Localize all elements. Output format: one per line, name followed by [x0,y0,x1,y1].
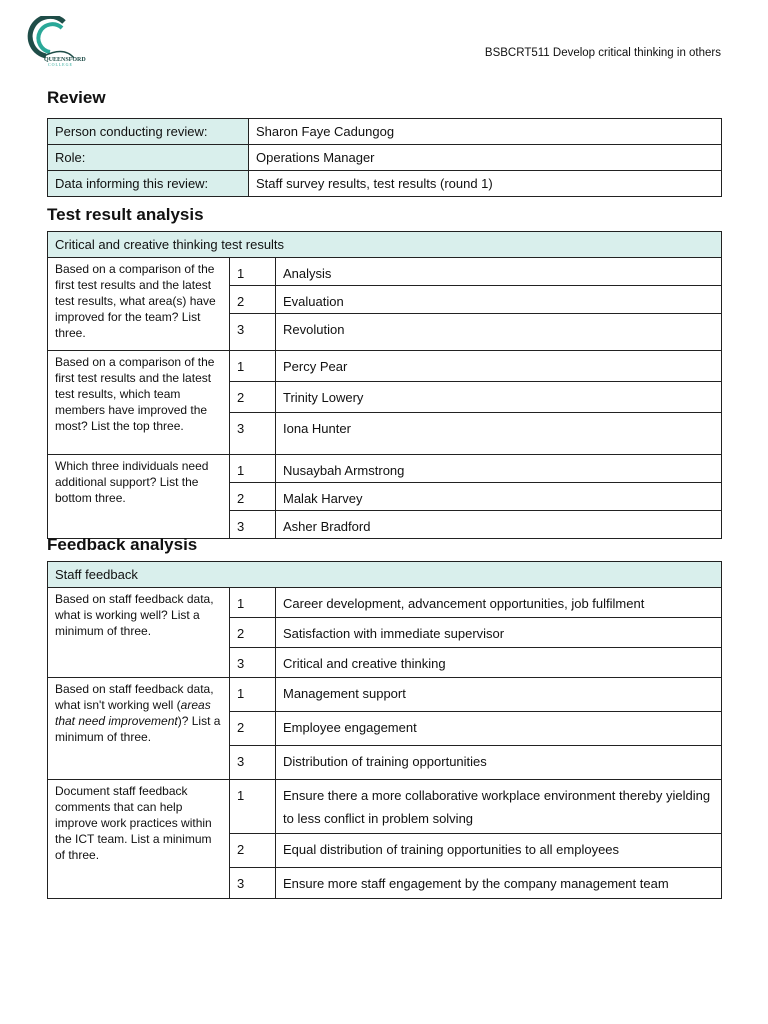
review-heading: Review [47,88,106,107]
svg-text:QUEENSFORD: QUEENSFORD [44,57,86,63]
answer-text: Trinity Lowery [276,382,722,413]
answer-number: 1 [230,258,276,286]
feedback-table [47,561,722,899]
answer-text: Analysis [276,258,722,286]
question-cell: Based on a comparison of the first test results and the latest test results, which team members have improved the most? List the top three. [48,351,230,455]
answer-number: 3 [230,868,276,899]
answer-number: 2 [230,834,276,868]
answer-text: Iona Hunter [276,413,722,455]
question-part: Based on staff feedback data, what isn't working well ( [55,682,214,712]
review-value: Sharon Faye Cadungog [249,119,722,145]
answer-number: 3 [230,314,276,351]
question-cell: Which three individuals need additional support? List the bottom three. [48,455,230,539]
answer-number: 2 [230,286,276,314]
table-title: Critical and creative thinking test results [48,232,722,258]
review-label: Person conducting review: [48,119,249,145]
review-row [48,171,722,197]
answer-number: 2 [230,483,276,511]
review-row [48,119,722,145]
answer-number: 3 [230,648,276,678]
question-cell: Document staff feedback comments that can help improve work practices within the ICT team. List a minimum of three. [48,780,230,899]
answer-text: Career development, advancement opportunities, job fulfilment [276,588,722,618]
answer-row [48,678,722,712]
answer-text: Nusaybah Armstrong [276,455,722,483]
question-cell: Based on staff feedback data, what is working well? List a minimum of three. [48,588,230,678]
answer-text: Evaluation [276,286,722,314]
question-part: )? List a minimum of three. [55,714,221,744]
answer-text: Revolution [276,314,722,351]
feedback-heading: Feedback analysis [47,535,198,554]
answer-text: Malak Harvey [276,483,722,511]
test-heading: Test result analysis [47,205,204,224]
review-row [48,145,722,171]
review-label: Data informing this review: [48,171,249,197]
test-results-table [47,231,722,539]
answer-text: Critical and creative thinking [276,648,722,678]
answer-text: Employee engagement [276,712,722,746]
answer-text: Management support [276,678,722,712]
answer-number: 2 [230,618,276,648]
question-cell [48,678,230,780]
answer-text: Satisfaction with immediate supervisor [276,618,722,648]
answer-text: Distribution of training opportunities [276,746,722,780]
review-label: Role: [48,145,249,171]
document-title: BSBCRT511 Develop critical thinking in others [484,47,721,59]
answer-text: Equal distribution of training opportunities to all employees [276,834,722,868]
review-value: Operations Manager [249,145,722,171]
answer-text: Asher Bradford [276,511,722,539]
answer-number: 1 [230,351,276,382]
svg-text:C O L L E G E: C O L L E G E [48,62,72,66]
answer-row [48,258,722,286]
answer-row [48,455,722,483]
answer-number: 1 [230,455,276,483]
question-part: areas that need improvement [55,698,211,728]
question-cell: Based on a comparison of the first test results and the latest test results, what area(s) have improved for the team? List three. [48,258,230,351]
answer-number: 2 [230,382,276,413]
answer-text: Percy Pear [276,351,722,382]
answer-row [48,351,722,382]
answer-number: 3 [230,511,276,539]
answer-number: 3 [230,746,276,780]
answer-row [48,588,722,618]
table-title: Staff feedback [48,562,722,588]
answer-number: 3 [230,413,276,455]
queensford-college-logo [24,16,104,66]
answer-number: 1 [230,588,276,618]
answer-number: 2 [230,712,276,746]
answer-row [48,780,722,834]
table-header-row [48,232,722,258]
review-table [47,118,722,197]
answer-number: 1 [230,780,276,834]
table-header-row [48,562,722,588]
answer-text: Ensure there a more collaborative workplace environment thereby yielding to less conflict in problem solving [276,780,722,834]
review-value: Staff survey results, test results (round 1) [249,171,722,197]
answer-number: 1 [230,678,276,712]
answer-text: Ensure more staff engagement by the company management team [276,868,722,899]
